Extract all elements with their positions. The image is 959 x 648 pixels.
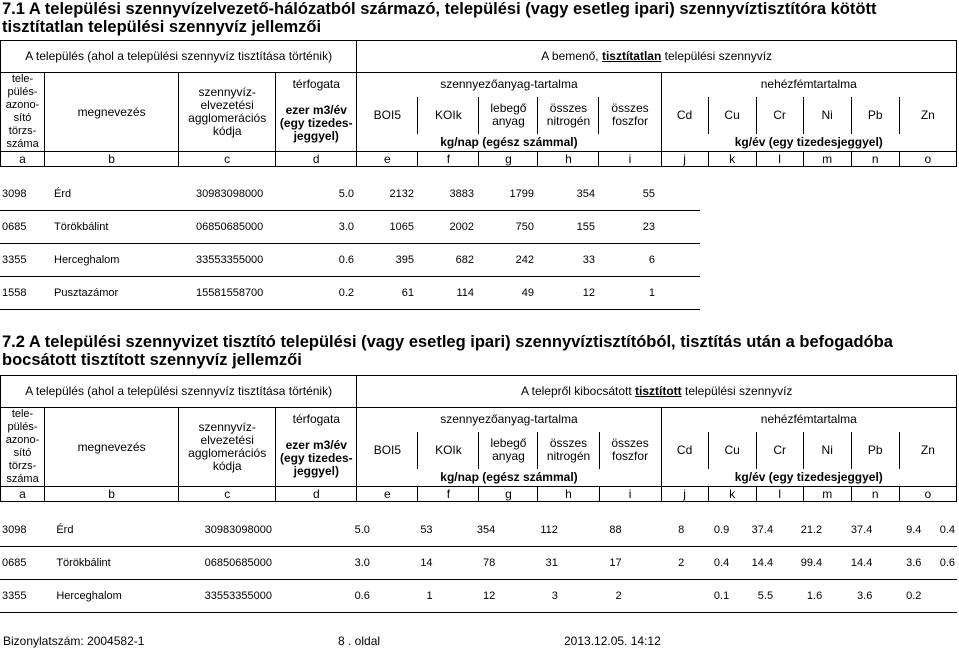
section1-data-table: [0, 178, 700, 310]
col-boi5: BOI5: [357, 97, 418, 134]
col-heavy-metal-group: nehézfémtartalma: [661, 408, 956, 432]
col-zn: Zn: [899, 97, 956, 134]
page-number: 8 . oldal: [338, 634, 381, 648]
section2-title-line1: 7.2 A települési szennyvizet tisztító települési (vagy esetleg ipari) szennyvíztisztítóból, tisztítás után a befogadóba: [2, 333, 893, 351]
section1-emph: tisztítatlan: [601, 49, 662, 63]
col-pb: Pb: [851, 97, 899, 134]
print-datetime: 2013.12.05. 14:12: [564, 634, 661, 648]
col-cr: Cr: [756, 97, 803, 134]
section1-title-line2: tisztítatlan települési szennyvíz jellemzői: [2, 18, 322, 36]
section1-header: [0, 40, 957, 167]
section2-header: [0, 375, 957, 502]
section1-wastewater-header: A bemenő, tisztítatlan települési szennyvíz: [357, 41, 957, 73]
col-suspended: lebegő anyag: [479, 432, 538, 469]
col-heavy-metal-unit: kg/év (egy tizedesjeggyel): [661, 134, 956, 152]
col-settlement-id: tele- pülés- azono- sító törzs- száma: [1, 408, 45, 487]
col-pollutant-group: szennyezőanyag-tartalma: [357, 73, 661, 97]
table-row: 3355 Herceghalom 33553355000 0.6 395 682 242 33 6: [0, 244, 700, 277]
col-cd: Cd: [661, 97, 708, 134]
section2-emph: tisztított: [635, 384, 682, 398]
col-pollutant-unit: kg/nap (egész számmal): [357, 134, 661, 152]
table-row: 3098 Érd 30983098000 5.0 53 354 112 88 8 0.9 37.4 21.2 37.4 9.4 0.4: [0, 514, 957, 547]
table-row: 0685 Törökbálint 06850685000 3.0 1065 2002 750 155 23: [0, 211, 700, 244]
col-cu: Cu: [708, 97, 756, 134]
col-pb: Pb: [851, 432, 899, 469]
col-agglomeration: szennyvíz- elvezetési agglomerációs kódja: [179, 73, 276, 152]
section2-title-line2: bocsátott tisztított szennyvíz jellemzői: [2, 351, 302, 369]
col-phosphorus: összes foszfor: [599, 97, 661, 134]
column-letter-row: a b c d e f g h i j k l m n o: [1, 487, 957, 502]
col-volume-unit: ezer m3/év (egy tizedes- jeggyel): [276, 432, 357, 487]
col-volume-unit: ezer m3/év (egy tizedes- jeggyel): [276, 97, 357, 152]
table-row: 3098 Érd 30983098000 5.0 2132 3883 1799 354 55: [0, 178, 700, 211]
col-kolk: KOIk: [418, 97, 479, 134]
col-name: megnevezés: [45, 408, 179, 487]
col-pollutant-group: szennyezőanyag-tartalma: [357, 408, 661, 432]
column-letter-row: a b c d e f g h i j k l m n o: [1, 152, 957, 167]
col-heavy-metal-group: nehézfémtartalma: [661, 73, 956, 97]
col-suspended: lebegő anyag: [479, 97, 538, 134]
col-settlement-id: tele- pülés- azono- sító törzs- száma: [1, 73, 45, 152]
section2-settlement-header: A település (ahol a települési szennyvíz tisztítása történik): [1, 376, 357, 408]
section1-title-line1: 7.1 A települési szennyvízelvezető-hálózatból származó, települési (vagy esetleg ipari) szennyvíztisztítóra kötött: [2, 0, 877, 18]
col-phosphorus: összes foszfor: [599, 432, 661, 469]
col-nitrogen: összes nitrogén: [538, 97, 599, 134]
table-row: 1558 Pusztazámor 15581558700 0.2 61 114 49 12 1: [0, 277, 700, 310]
col-cu: Cu: [708, 432, 756, 469]
col-cd: Cd: [661, 432, 708, 469]
section2-wastewater-header: A telepről kibocsátott tisztított települési szennyvíz: [357, 376, 957, 408]
col-zn: Zn: [899, 432, 956, 469]
section1-title: [2, 0, 876, 36]
col-ni: Ni: [803, 432, 851, 469]
col-nitrogen: összes nitrogén: [538, 432, 599, 469]
col-cr: Cr: [756, 432, 803, 469]
col-agglomeration: szennyvíz- elvezetési agglomerációs kódja: [179, 408, 276, 487]
section2-data-table: [0, 514, 957, 613]
col-kolk: KOIk: [418, 432, 479, 469]
col-boi5: BOI5: [357, 432, 418, 469]
table-row: 3355 Herceghalom 33553355000 0.6 1 12 3 2 0.1 5.5 1.6 3.6 0.2: [0, 580, 957, 613]
table-row: 0685 Törökbálint 06850685000 3.0 14 78 31 17 2 0.4 14.4 99.4 14.4 3.6 0.6: [0, 547, 957, 580]
col-ni: Ni: [803, 97, 851, 134]
col-name: megnevezés: [45, 73, 179, 152]
col-volume: térfogata: [276, 408, 357, 432]
col-volume: térfogata: [276, 73, 357, 97]
section1-settlement-header: A település (ahol a települési szennyvíz tisztítása történik): [1, 41, 357, 73]
col-heavy-metal-unit: kg/év (egy tizedesjeggyel): [661, 469, 956, 487]
col-pollutant-unit: kg/nap (egész számmal): [357, 469, 661, 487]
certificate-number: Bizonylatszám: 2004582-1: [3, 634, 145, 648]
section2-title: [2, 333, 893, 369]
